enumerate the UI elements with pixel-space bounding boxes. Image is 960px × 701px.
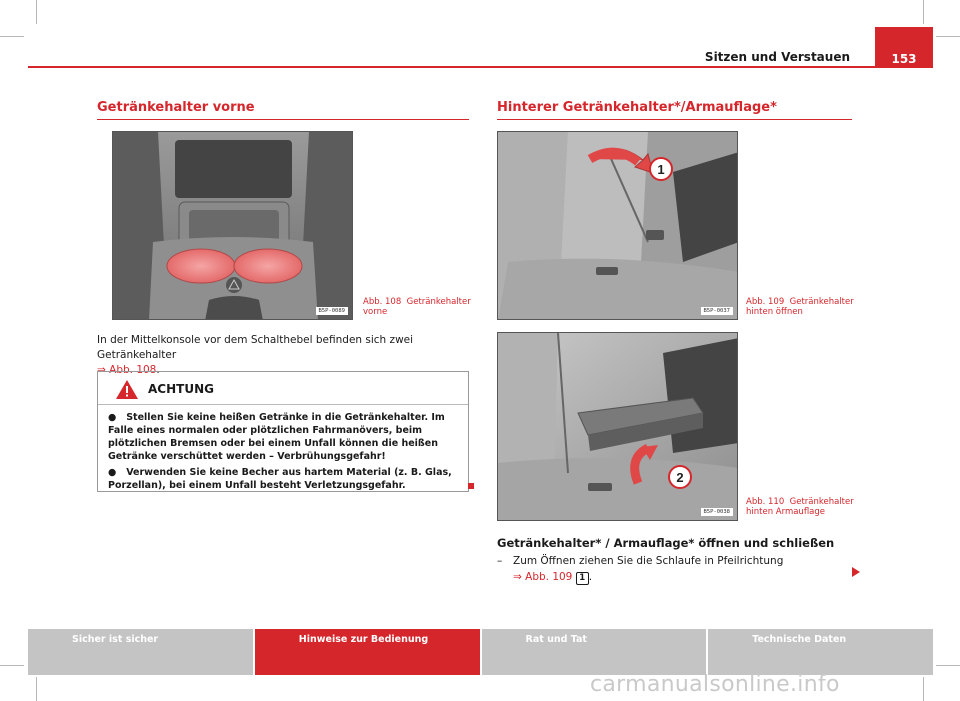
watermark: carmanualsonline.info <box>590 672 840 697</box>
crop-mark <box>923 0 924 24</box>
figure-caption-109 <box>746 297 856 317</box>
running-header-title: Sitzen und Verstauen <box>704 50 850 64</box>
caption-text: Getränkehalter hinten Armauflage <box>746 497 854 517</box>
figure-marker-1: 1 <box>657 162 665 177</box>
crop-mark <box>36 0 37 24</box>
warning-box <box>97 371 469 492</box>
warning-title: ACHTUNG <box>148 382 214 396</box>
warning-header <box>98 372 468 405</box>
cross-reference-link[interactable]: ⇒ Abb. 109 <box>513 571 573 583</box>
step-text: Zum Öffnen ziehen Sie die Schlaufe in Pfeilrichtung <box>513 555 784 567</box>
section-rule <box>497 119 852 120</box>
warning-item: ● Stellen Sie keine heißen Getränke in die Getränkehalter. Im Falle eines normalen oder plötzlichen Fahrmanövers, beim plötzlichen Bremsen oder bei einem Unfall können die heißen Getränke verschüttet werden – Verbrühungsgefahr! <box>108 412 445 462</box>
header-rule <box>28 66 933 68</box>
figure-rear-armrest <box>497 332 738 521</box>
section-rule <box>97 119 469 120</box>
crop-mark <box>936 36 960 37</box>
step-dash: – <box>497 555 503 567</box>
caption-text: Getränkehalter vorne <box>363 297 471 317</box>
figure-marker-2: 2 <box>676 470 684 485</box>
cross-reference-link[interactable]: ⇒ Abb. 108 <box>97 364 157 376</box>
figure-caption-108 <box>363 297 473 317</box>
body-text: In der Mittelkonsole vor dem Schalthebel befinden sich zwei Getränkehalter <box>97 334 414 361</box>
continue-arrow-icon <box>852 567 860 577</box>
caption-number: Abb. 110 <box>746 497 785 507</box>
figure-front-cupholder <box>112 131 353 320</box>
chapter-tabs <box>28 629 933 675</box>
caption-number: Abb. 108 <box>363 297 402 307</box>
crop-mark <box>936 665 960 666</box>
figure-code: B5P-0038 <box>701 508 734 516</box>
warning-item: ● Verwenden Sie keine Becher aus hartem Material (z. B. Glas, Porzellan), bei einem Unfall besteht Verletzungsgefahr. <box>108 467 452 491</box>
warning-triangle-icon <box>115 379 139 400</box>
crop-mark <box>923 677 924 701</box>
figure-code: B5P-0037 <box>701 307 734 315</box>
tab-technische-daten[interactable]: Technische Daten <box>708 629 933 675</box>
subheading-open-close: Getränkehalter* / Armauflage* öffnen und schließen <box>497 536 835 550</box>
figure-code: B5P-0089 <box>316 307 349 315</box>
instruction-step: – Zum Öffnen ziehen Sie die Schlaufe in Pfeilrichtung ⇒ Abb. 109 1 . <box>497 555 784 583</box>
caption-text: Getränkehalter hinten öffnen <box>746 297 854 317</box>
section-heading-front-cupholder: Getränkehalter vorne <box>97 100 255 115</box>
crop-mark <box>0 665 24 666</box>
figure-rear-cupholder-open <box>497 131 738 320</box>
warning-body <box>98 405 468 492</box>
figure-caption-110 <box>746 497 856 517</box>
tab-hinweise-zur-bedienung[interactable]: Hinweise zur Bedienung <box>255 629 480 675</box>
section-heading-rear-cupholder: Hinterer Getränkehalter*/Armauflage* <box>497 100 777 115</box>
crop-mark <box>0 36 24 37</box>
crop-mark <box>36 677 37 701</box>
tab-sicher-ist-sicher[interactable]: Sicher ist sicher <box>28 629 253 675</box>
callout-badge: 1 <box>576 572 589 585</box>
body-paragraph: In der Mittelkonsole vor dem Schalthebel befinden sich zwei Getränkehalter ⇒ Abb. 108. <box>97 334 414 376</box>
caption-number: Abb. 109 <box>746 297 785 307</box>
section-end-marker <box>468 483 474 489</box>
page-number: 153 <box>875 27 933 67</box>
tab-rat-und-tat[interactable]: Rat und Tat <box>482 629 707 675</box>
